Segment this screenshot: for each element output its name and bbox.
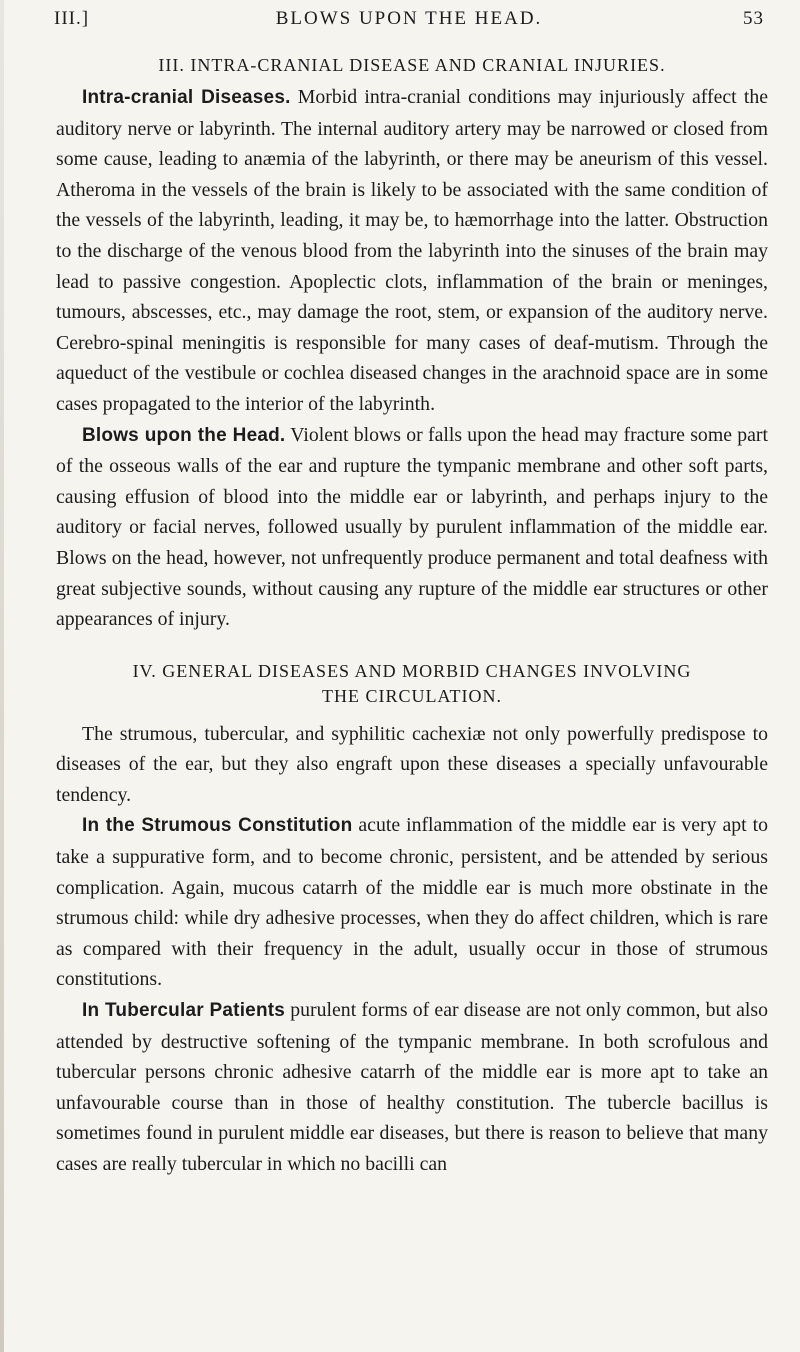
section-iii-heading: III. INTRA-CRANIAL DISEASE AND CRANIAL INJURIES.: [158, 55, 666, 75]
runin-strumous: In the Strumous Constitution: [82, 815, 353, 837]
running-head-title: BLOWS UPON THE HEAD.: [275, 8, 543, 29]
section-iv-heading-line1: IV. GENERAL DISEASES AND MORBID CHANGES INVOLVING: [132, 660, 692, 681]
paragraph-intra-cranial: [56, 82, 768, 420]
page-body: [56, 52, 768, 1180]
paragraph-blows: [56, 420, 768, 635]
section-iv-heading-line2: THE CIRCULATION.: [322, 685, 502, 706]
text-blows: Violent blows or falls upon the head may fracture some part of the osseous walls of the ear and rupture the tympanic membrane and other soft parts, causing effusion of blood into the middle ear or labyrinth, and perhaps injury to the auditory or facial nerves, followed usually by purulent inflammation of the middle ear. Blows on the head, however, not unfrequently produce permanent and total deafness with great subjective sounds, without causing any rupture of the middle ear structures or other appearances of injury.: [56, 423, 768, 631]
paragraph-strumous: [56, 810, 768, 995]
paragraph-tubercular: [56, 995, 768, 1180]
page-number: 53: [743, 8, 764, 29]
text-strumous: acute inflammation of the middle ear is very apt to take a suppurative form, and to become chronic, persistent, and be attended by serious complication. Again, mucous catarrh of the middle ear is much more obstinate in the strumous child: while dry adhesive processes, when they do affect children, which is rare as compared with their frequency in the adult, usually occur in those of strumous constitutions.: [56, 814, 768, 991]
running-head-section: III.]: [54, 8, 90, 29]
runin-intra-cranial: Intra-cranial Diseases.: [82, 87, 291, 108]
paragraph-intro: The strumous, tubercular, and syphilitic cachexiæ not only powerfully predispose to diseases of the ear, but they also engraft upon these diseases a specially unfavourable tendency.: [56, 722, 768, 806]
page-edge-shadow: [0, 0, 4, 1352]
running-head: [54, 8, 764, 38]
runin-blows: Blows upon the Head.: [82, 424, 286, 446]
section-iv-heading: [56, 659, 768, 709]
text-tubercular: purulent forms of ear disease are not only common, but also attended by destructive softening of the tympanic membrane. In both scrofulous and tubercular persons chronic adhesive catarrh of the middle ear is more apt to take an unfavourable course than in those of healthy constitution. The tubercle bacillus is sometimes found in purulent middle ear diseases, but there is reason to believe that many cases are really tubercular in which no bacilli can: [56, 999, 768, 1175]
text-intra-cranial: Morbid intra-cranial conditions may injuriously affect the auditory nerve or labyrinth. The internal auditory artery may be narrowed or closed from some cause, leading to anæmia of the labyrinth, or there may be aneurism of this vessel. Atheroma in the vessels of the brain is likely to be associated with the same condition of the vessels of the labyrinth, leading, it may be, to hæmorrhage into the latter. Obstruction to the discharge of the venous blood from the labyrinth into the sinuses of the brain may lead to passive congestion. Apoplectic clots, inflammation of the brain or meninges, tumours, abscesses, etc., may damage the root, stem, or expansion of the auditory nerve. Cerebro-spinal meningitis is responsible for many cases of deaf-mutism. Through the aqueduct of the vestibule or cochlea diseased changes in the arachnoid space are in some cases propagated to the interior of the labyrinth.: [56, 86, 768, 415]
runin-tubercular: In Tubercular Patients: [82, 1000, 286, 1022]
